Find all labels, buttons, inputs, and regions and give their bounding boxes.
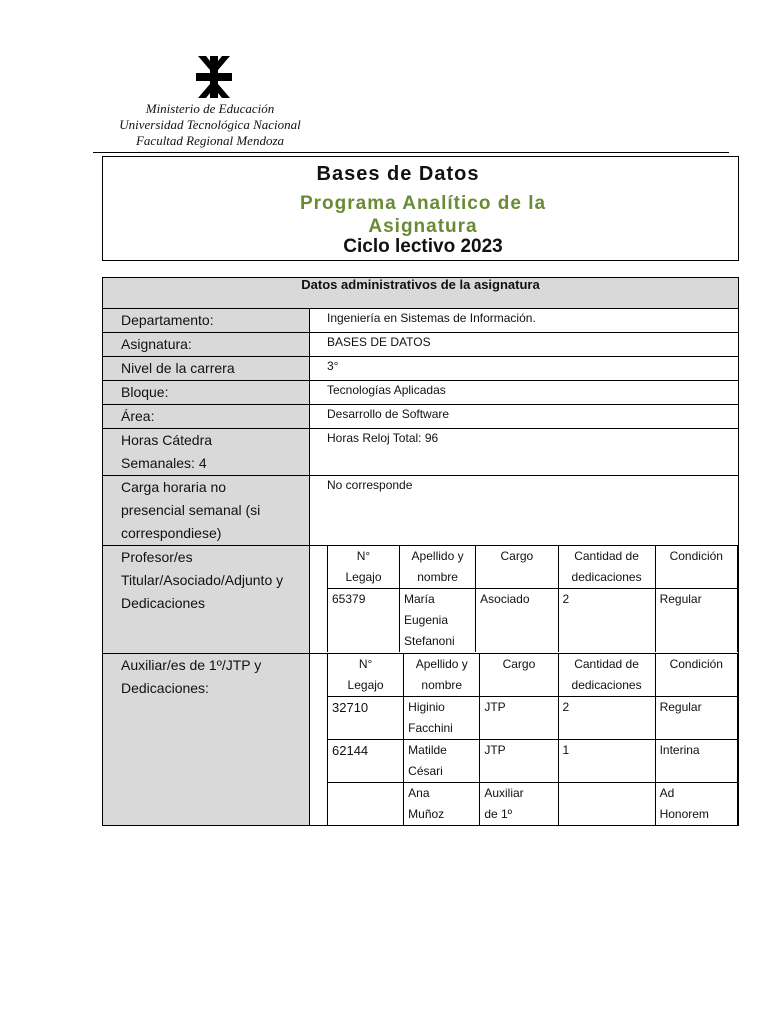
assistants-cell <box>310 654 739 826</box>
assistants-label <box>103 654 310 826</box>
legajo-cell <box>328 783 404 826</box>
row-label: Área: <box>103 405 310 429</box>
assistants-table <box>327 654 738 825</box>
utn-logo-icon <box>196 56 232 98</box>
row-label-line: Dedicaciones: <box>121 680 209 696</box>
cycle-year: Ciclo lectivo 2023 <box>343 236 503 257</box>
program-subtitle-line2: Asignatura <box>368 216 478 237</box>
row-label-line: presencial semanal (si <box>121 502 261 518</box>
col-dedications-header: Cantidad de dedicaciones <box>558 546 655 589</box>
legajo-cell: 32710 <box>328 697 404 740</box>
row-value: 3° <box>310 357 739 381</box>
header-divider <box>93 152 729 153</box>
dedications-cell: 1 <box>558 740 655 783</box>
professors-cell <box>310 546 739 654</box>
table-row <box>328 783 738 826</box>
admin-table <box>102 277 739 826</box>
row-label-line: Titular/Asociado/Adjunto y <box>121 572 284 588</box>
col-cargo-header: Cargo <box>476 546 558 589</box>
condition-cell: Regular <box>655 697 737 740</box>
row-label-line: Auxiliar/es de 1º/JTP y <box>121 657 262 673</box>
row-value: Ingeniería en Sistemas de Información. <box>310 309 739 333</box>
university-name: Universidad Tecnológica Nacional <box>119 117 301 132</box>
subtable-header <box>328 654 738 697</box>
faculty-name: Facultad Regional Mendoza <box>135 133 285 148</box>
cargo-cell: JTP <box>480 740 558 783</box>
legajo-cell: 62144 <box>328 740 404 783</box>
professors-label <box>103 546 310 654</box>
row-label: Nivel de la carrera <box>103 357 310 381</box>
program-subtitle <box>103 192 743 238</box>
row-label-line: Profesor/es <box>121 549 193 565</box>
program-subtitle-line1: Programa Analítico de la <box>299 193 547 214</box>
professors-row <box>103 546 739 654</box>
row-value: Desarrollo de Software <box>310 405 739 429</box>
dedications-cell <box>558 783 655 826</box>
table-row <box>103 381 739 405</box>
table-row <box>328 740 738 783</box>
cargo-cell: Asociado <box>476 589 558 653</box>
row-label <box>103 429 310 476</box>
row-label-line: Carga horaria no <box>121 479 227 495</box>
row-value: BASES DE DATOS <box>310 333 739 357</box>
assistants-row <box>103 654 739 826</box>
cargo-cell: Auxiliar de 1º <box>480 783 558 826</box>
row-label: Bloque: <box>103 381 310 405</box>
dedications-cell: 2 <box>558 589 655 653</box>
row-label-line: Semanales: 4 <box>121 455 207 471</box>
condition-cell: Regular <box>655 589 737 653</box>
col-cargo-header: Cargo <box>480 654 558 697</box>
col-name-header: Apellido y nombre <box>404 654 480 697</box>
professors-table <box>327 546 738 652</box>
name-cell: Ana Muñoz <box>404 783 480 826</box>
condition-cell: Interina <box>655 740 737 783</box>
name-cell: Higinio Facchini <box>404 697 480 740</box>
course-title: Bases de Datos <box>316 163 480 185</box>
table-row <box>328 589 738 653</box>
row-label <box>103 476 310 546</box>
col-condition-header: Condición <box>655 546 737 589</box>
ministry-name: Ministerio de Educación <box>145 101 275 116</box>
col-legajo-header: N° Legajo <box>328 546 400 589</box>
condition-cell: Ad Honorem <box>655 783 737 826</box>
row-label-line: correspondiese) <box>121 525 222 541</box>
dedications-cell: 2 <box>558 697 655 740</box>
col-legajo-header: N° Legajo <box>328 654 404 697</box>
row-label: Departamento: <box>103 309 310 333</box>
col-condition-header: Condición <box>655 654 737 697</box>
row-value: Horas Reloj Total: 96 <box>310 429 739 476</box>
row-label: Asignatura: <box>103 333 310 357</box>
table-row <box>103 357 739 381</box>
col-name-header: Apellido y nombre <box>399 546 475 589</box>
table-row <box>103 476 739 546</box>
row-label-line: Horas Cátedra <box>121 432 213 448</box>
table-row <box>103 309 739 333</box>
table-row <box>103 429 739 476</box>
title-box <box>102 156 739 261</box>
table-row <box>103 405 739 429</box>
col-dedications-header: Cantidad de dedicaciones <box>558 654 655 697</box>
row-value: Tecnologías Aplicadas <box>310 381 739 405</box>
admin-table-heading <box>103 278 739 309</box>
name-cell: María Eugenia Stefanoni <box>399 589 475 653</box>
row-label-line: Dedicaciones <box>121 595 206 611</box>
subtable-header <box>328 546 738 589</box>
cargo-cell: JTP <box>480 697 558 740</box>
row-value: No corresponde <box>310 476 739 546</box>
admin-heading-text: Datos administrativos de la asignatura <box>301 277 540 292</box>
legajo-cell: 65379 <box>328 589 400 653</box>
table-row <box>328 697 738 740</box>
table-row <box>103 333 739 357</box>
name-cell: Matilde Césari <box>404 740 480 783</box>
